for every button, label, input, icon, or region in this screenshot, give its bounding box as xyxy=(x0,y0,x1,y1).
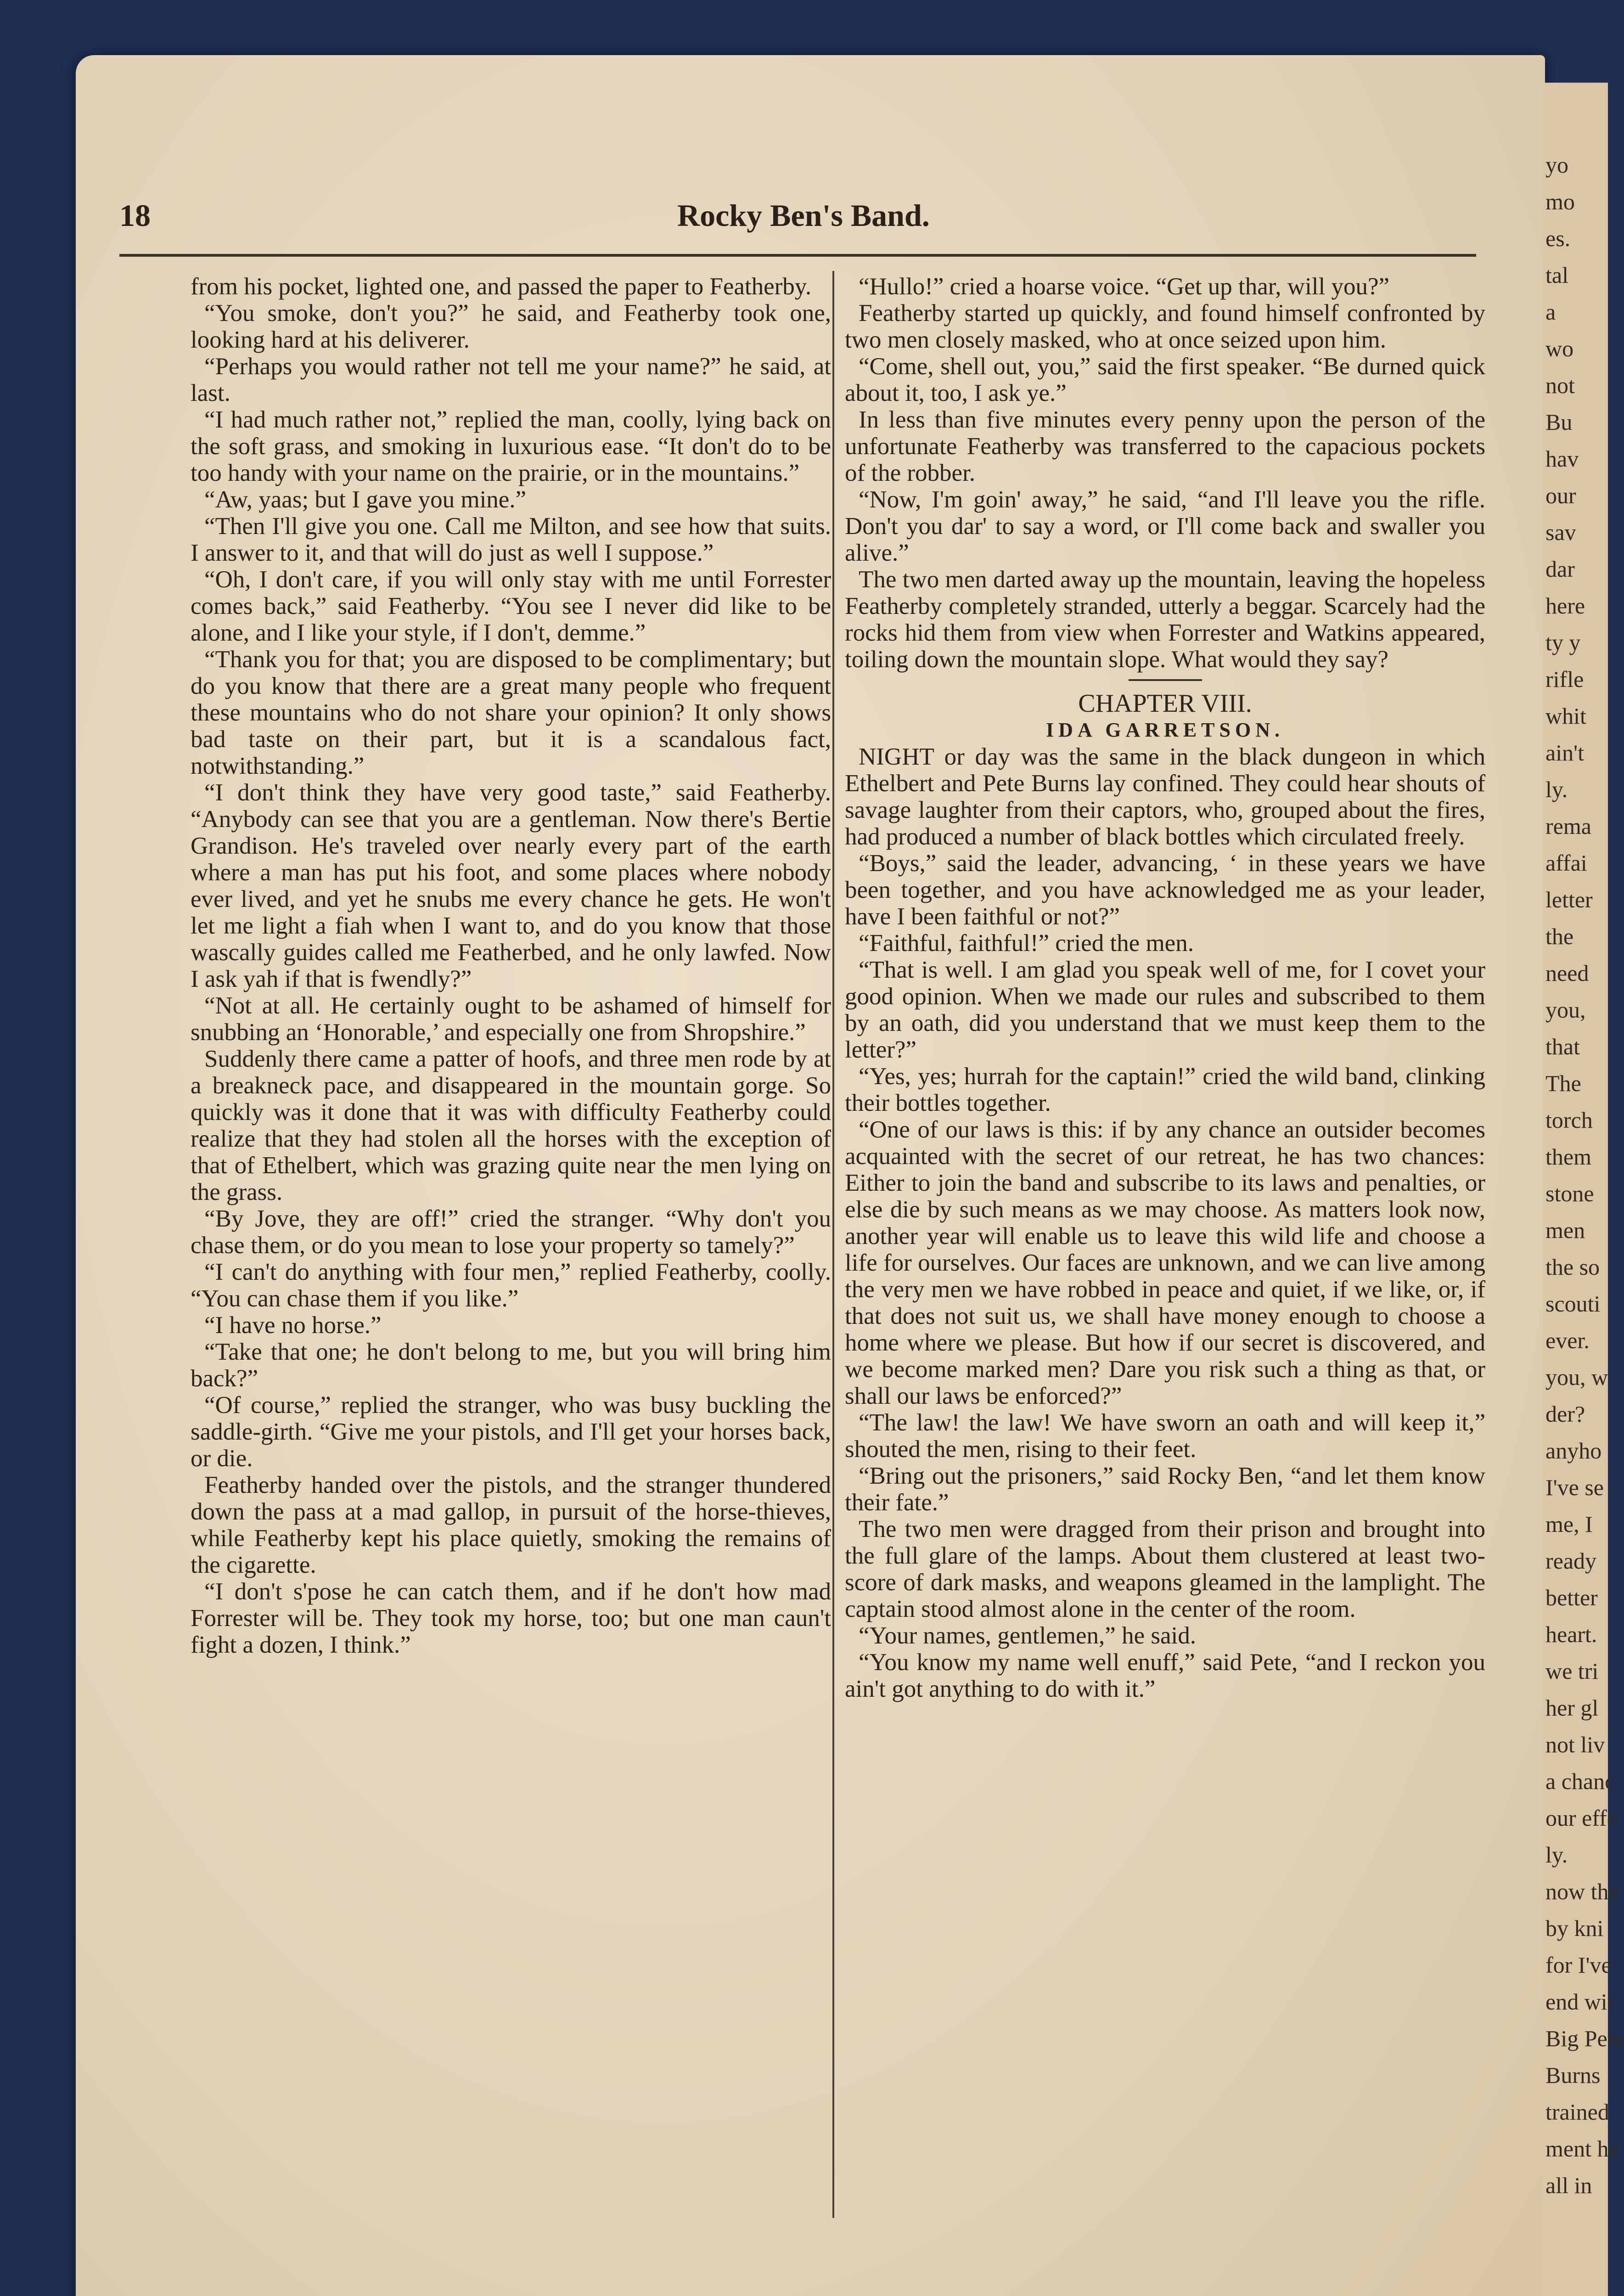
facing-page-fragment: Bu xyxy=(1545,409,1573,435)
paragraph: The two men darted away up the mountain, leaving the hopeless Featherby completely stranded, utterly a beggar. Scarcely had the rocks hid them from view when Forrester and Watkins appeared, toiling down the mountain slope. What would they say? xyxy=(845,566,1485,673)
facing-page-fragment: yo xyxy=(1545,152,1568,178)
paragraph: “Thank you for that; you are disposed to be complimentary; but do you know that there are a great many people who frequent these mountains who do not share your opinion? It only shows bad taste on their part, but it is a scandalous fact, notwithstanding.” xyxy=(191,646,831,779)
facing-page-fragment: I've se xyxy=(1545,1474,1604,1500)
paragraph: “Boys,” said the leader, advancing, ‘ in these years we have been together, and you have acknowledged me as your leader, have I been faithful or not?” xyxy=(845,850,1485,930)
facing-page-fragment: the xyxy=(1545,923,1574,949)
facing-page-fragment: rifle xyxy=(1545,666,1584,692)
facing-page-fragment: sav xyxy=(1545,519,1576,545)
facing-page-fragment: a xyxy=(1545,299,1556,325)
facing-page-fragment: scouti xyxy=(1545,1291,1601,1317)
facing-page-fragment: the so xyxy=(1545,1254,1600,1280)
facing-page-fragment: need xyxy=(1545,960,1589,986)
paragraph: Featherby started up quickly, and found himself confronted by two men closely masked, who at once seized upon him. xyxy=(845,300,1485,353)
column-divider xyxy=(832,271,834,2218)
page-number: 18 xyxy=(119,198,151,233)
facing-page-fragment: ly. xyxy=(1545,1842,1568,1868)
right-column-part-a xyxy=(845,273,1485,673)
paragraph: “I don't s'pose he can catch them, and if he don't how mad Forrester will be. They took my horse, too; but one man caun't fight a dozen, I think.” xyxy=(191,1578,831,1658)
paragraph: “I can't do anything with four men,” replied Featherby, coolly. “You can chase them if you like.” xyxy=(191,1259,831,1312)
paragraph: “I have no horse.” xyxy=(204,1312,382,1339)
paragraph: “Take that one; he don't belong to me, but you will bring him back?” xyxy=(191,1339,831,1392)
facing-page-fragment: you, xyxy=(1545,997,1586,1023)
facing-page-fragment: a chanc xyxy=(1545,1768,1615,1794)
paragraph: “You smoke, don't you?” he said, and Featherby took one, looking hard at his deliverer. xyxy=(191,300,831,353)
facing-page-fragment: whit xyxy=(1545,703,1586,729)
chapter-rule xyxy=(1129,679,1202,681)
facing-page-fragment: men xyxy=(1545,1217,1585,1243)
facing-page-fragment: ly. xyxy=(1545,777,1568,802)
page-header xyxy=(119,197,1476,239)
facing-page-fragment: ty y xyxy=(1545,630,1581,655)
facing-page-edge xyxy=(1543,83,1624,2296)
paragraph: Featherby handed over the pistols, and the stranger thundered down the pass at a mad gallop, in pursuit of the horse-thieves, while Featherby kept his place quietly, smoking the remains of the cigarette. xyxy=(191,1472,831,1578)
facing-page-fragment: affai xyxy=(1545,850,1587,876)
paragraph: from his pocket, lighted one, and passed the paper to Featherby. xyxy=(191,273,812,300)
paragraph: NIGHT or day was the same in the black dungeon in which Ethelbert and Pete Burns lay confined. They could hear shouts of savage laughter from their captors, who, grouped about the fires, had produced a number of black bottles which circulated freely. xyxy=(845,743,1485,850)
paragraph: “Not at all. He certainly ought to be ashamed of himself for snubbing an ‘Honorable,’ and especially one from Shropshire.” xyxy=(191,992,831,1046)
paragraph: “Then I'll give you one. Call me Milton, and see how that suits. I answer to it, and that will do just as well I suppose.” xyxy=(191,513,831,566)
facing-page-fragment: not xyxy=(1545,372,1575,398)
paragraph: “I had much rather not,” replied the man, coolly, lying back on the soft grass, and smoking in luxurious ease. “It don't do to be too handy with your name on the prairie, or in the mountains.” xyxy=(191,406,831,486)
facing-page-fragment: me, I xyxy=(1545,1511,1593,1537)
facing-page-fragment: ever. xyxy=(1545,1328,1590,1353)
paragraph: The two men were dragged from their prison and brought into the full glare of the lamps. About them clustered at least two-score of dark masks, and weapons gleamed in the lamplight. The captain stood almost alone in the center of the room. xyxy=(845,1516,1485,1622)
paragraph: “The law! the law! We have sworn an oath and will keep it,” shouted the men, rising to their feet. xyxy=(845,1409,1485,1463)
facing-page-fragment: stone xyxy=(1545,1181,1594,1206)
paragraph: “That is well. I am glad you speak well of me, for I covet your good opinion. When we made our rules and subscribed to them by an oath, did you understand that we must keep them to the letter?” xyxy=(845,957,1485,1063)
facing-page-fragment: our effo xyxy=(1545,1805,1618,1831)
facing-page-fragment: all in xyxy=(1545,2172,1592,2198)
paragraph: “Of course,” replied the stranger, who was busy buckling the saddle-girth. “Give me your pistols, and I'll get your horses back, or die. xyxy=(191,1392,831,1472)
paragraph: “By Jove, they are off!” cried the stranger. “Why don't you chase them, or do you mean to lose your property so tamely?” xyxy=(191,1205,831,1259)
paragraph: “Perhaps you would rather not tell me your name?” he said, at last. xyxy=(191,353,831,406)
paragraph: “Hullo!” cried a hoarse voice. “Get up thar, will you?” xyxy=(859,273,1390,300)
facing-page-fragment: dar xyxy=(1545,556,1575,582)
chapter-subtitle: IDA GARRETSON. xyxy=(1046,719,1284,741)
facing-page-fragment: not liv xyxy=(1545,1732,1605,1757)
right-column xyxy=(845,273,1485,1702)
facing-page-fragment: torch xyxy=(1545,1107,1593,1133)
facing-page-fragment: end wit xyxy=(1545,1989,1614,2015)
paragraph: “Now, I'm goin' away,” he said, “and I'll leave you the rifle. Don't you dar' to say a word, or I'll come back and swaller you alive.” xyxy=(845,486,1485,566)
facing-page-fragment: you, w xyxy=(1545,1364,1608,1390)
facing-page-fragment: by kni xyxy=(1545,1915,1604,1941)
paragraph: “Aw, yaas; but I gave you mine.” xyxy=(204,486,527,513)
facing-page-fragment: Big Pete xyxy=(1545,2026,1624,2051)
facing-page-fragment: ment he xyxy=(1545,2136,1619,2161)
paragraph: “You know my name well enuff,” said Pete, “and I reckon you ain't got anything to do with it.” xyxy=(845,1649,1485,1702)
facing-page-fragment: for I've xyxy=(1545,1952,1612,1978)
facing-page-fragment: that xyxy=(1545,1034,1580,1059)
facing-page-fragment: her gl xyxy=(1545,1695,1599,1721)
paragraph: “One of our laws is this: if by any chance an outsider becomes acquainted with the secret of our retreat, he has two chances: Either to join the band and subscribe to its laws and penalties, or else die by such means as we may choose. As matters look now, another year will enable us to leave this wild life and choose a life for ourselves. Our faces are unknown, and we can live among the very men we have robbed in peace and quiet, if we like, or, if that does not suit us, we shall have money enough to choose a home where we please. But how if our secret is discovered, and we become marked men? Dare you risk such a thing as that, or shall our laws be enforced?” xyxy=(845,1116,1485,1409)
left-column xyxy=(191,273,831,1658)
paragraph: “Your names, gentlemen,” he said. xyxy=(859,1622,1196,1649)
paragraph: “Come, shell out, you,” said the first speaker. “Be durned quick about it, too, I ask ye.” xyxy=(845,353,1485,406)
facing-page-fragment: better xyxy=(1545,1585,1598,1610)
facing-page-fragment: hav xyxy=(1545,446,1579,472)
facing-page-fragment: der? xyxy=(1545,1401,1585,1427)
paragraph: Suddenly there came a patter of hoofs, and three men rode by at a breakneck pace, and disappeared in the mountain gorge. So quickly was it done that it was with difficulty Featherby could realize that they had stolen all the horses with the exception of that of Ethelbert, which was grazing quite near the men lying on the grass. xyxy=(191,1046,831,1205)
paragraph: “Bring out the prisoners,” said Rocky Ben, “and let them know their fate.” xyxy=(845,1463,1485,1516)
paragraph: “Yes, yes; hurrah for the captain!” cried the wild band, clinking their bottles together. xyxy=(845,1063,1485,1116)
facing-page-fragment: The xyxy=(1545,1070,1581,1096)
right-column-part-b xyxy=(845,743,1485,1702)
facing-page-fragment: rema xyxy=(1545,813,1591,839)
facing-page-fragment: tal xyxy=(1545,262,1568,288)
chapter-title: CHAPTER VIII. xyxy=(1078,689,1252,718)
facing-page-fragment: wo xyxy=(1545,336,1574,361)
facing-page-fragment: ready xyxy=(1545,1548,1597,1574)
facing-page-fragment: trained xyxy=(1545,2099,1609,2125)
facing-page-fragment: es. xyxy=(1545,225,1571,251)
facing-page-fragment: here xyxy=(1545,593,1585,619)
paragraph: In less than five minutes every penny upon the person of the unfortunate Featherby was transferred to the capacious pockets of the robber. xyxy=(845,406,1485,486)
facing-page-fragment: Burns xyxy=(1545,2062,1601,2088)
paragraph: “I don't think they have very good taste,” said Featherby. “Anybody can see that you are a gentleman. Now there's Bertie Grandison. He's traveled over nearly every part of the earth where a man has put his foot, and some places where nobody ever lived, and yet he snubs me every chance he gets. He won't let me light a fiah when I want to, and do you know that those wascally guides called me Featherbed, and he only lawfed. Now I ask yah if that is fwendly?” xyxy=(191,779,831,992)
facing-page-fragment: heart. xyxy=(1545,1621,1597,1647)
facing-page-fragment: our xyxy=(1545,483,1576,508)
facing-page-fragment: now the xyxy=(1545,1879,1619,1904)
facing-page-fragment: ain't xyxy=(1545,740,1584,765)
header-rule xyxy=(119,254,1476,257)
paragraph: “Oh, I don't care, if you will only stay with me until Forrester comes back,” said Featherby. “You see I never did like to be alone, and I like your style, if I don't, demme.” xyxy=(191,566,831,646)
facing-page-fragment: them xyxy=(1545,1144,1591,1170)
paragraph: “Faithful, faithful!” cried the men. xyxy=(859,930,1194,957)
facing-page-fragment: anyho xyxy=(1545,1438,1602,1463)
facing-page-fragment: mo xyxy=(1545,189,1575,214)
facing-page-fragment: we tri xyxy=(1545,1658,1599,1684)
facing-page-fragment: letter xyxy=(1545,887,1593,912)
running-title: Rocky Ben's Band. xyxy=(677,198,930,233)
